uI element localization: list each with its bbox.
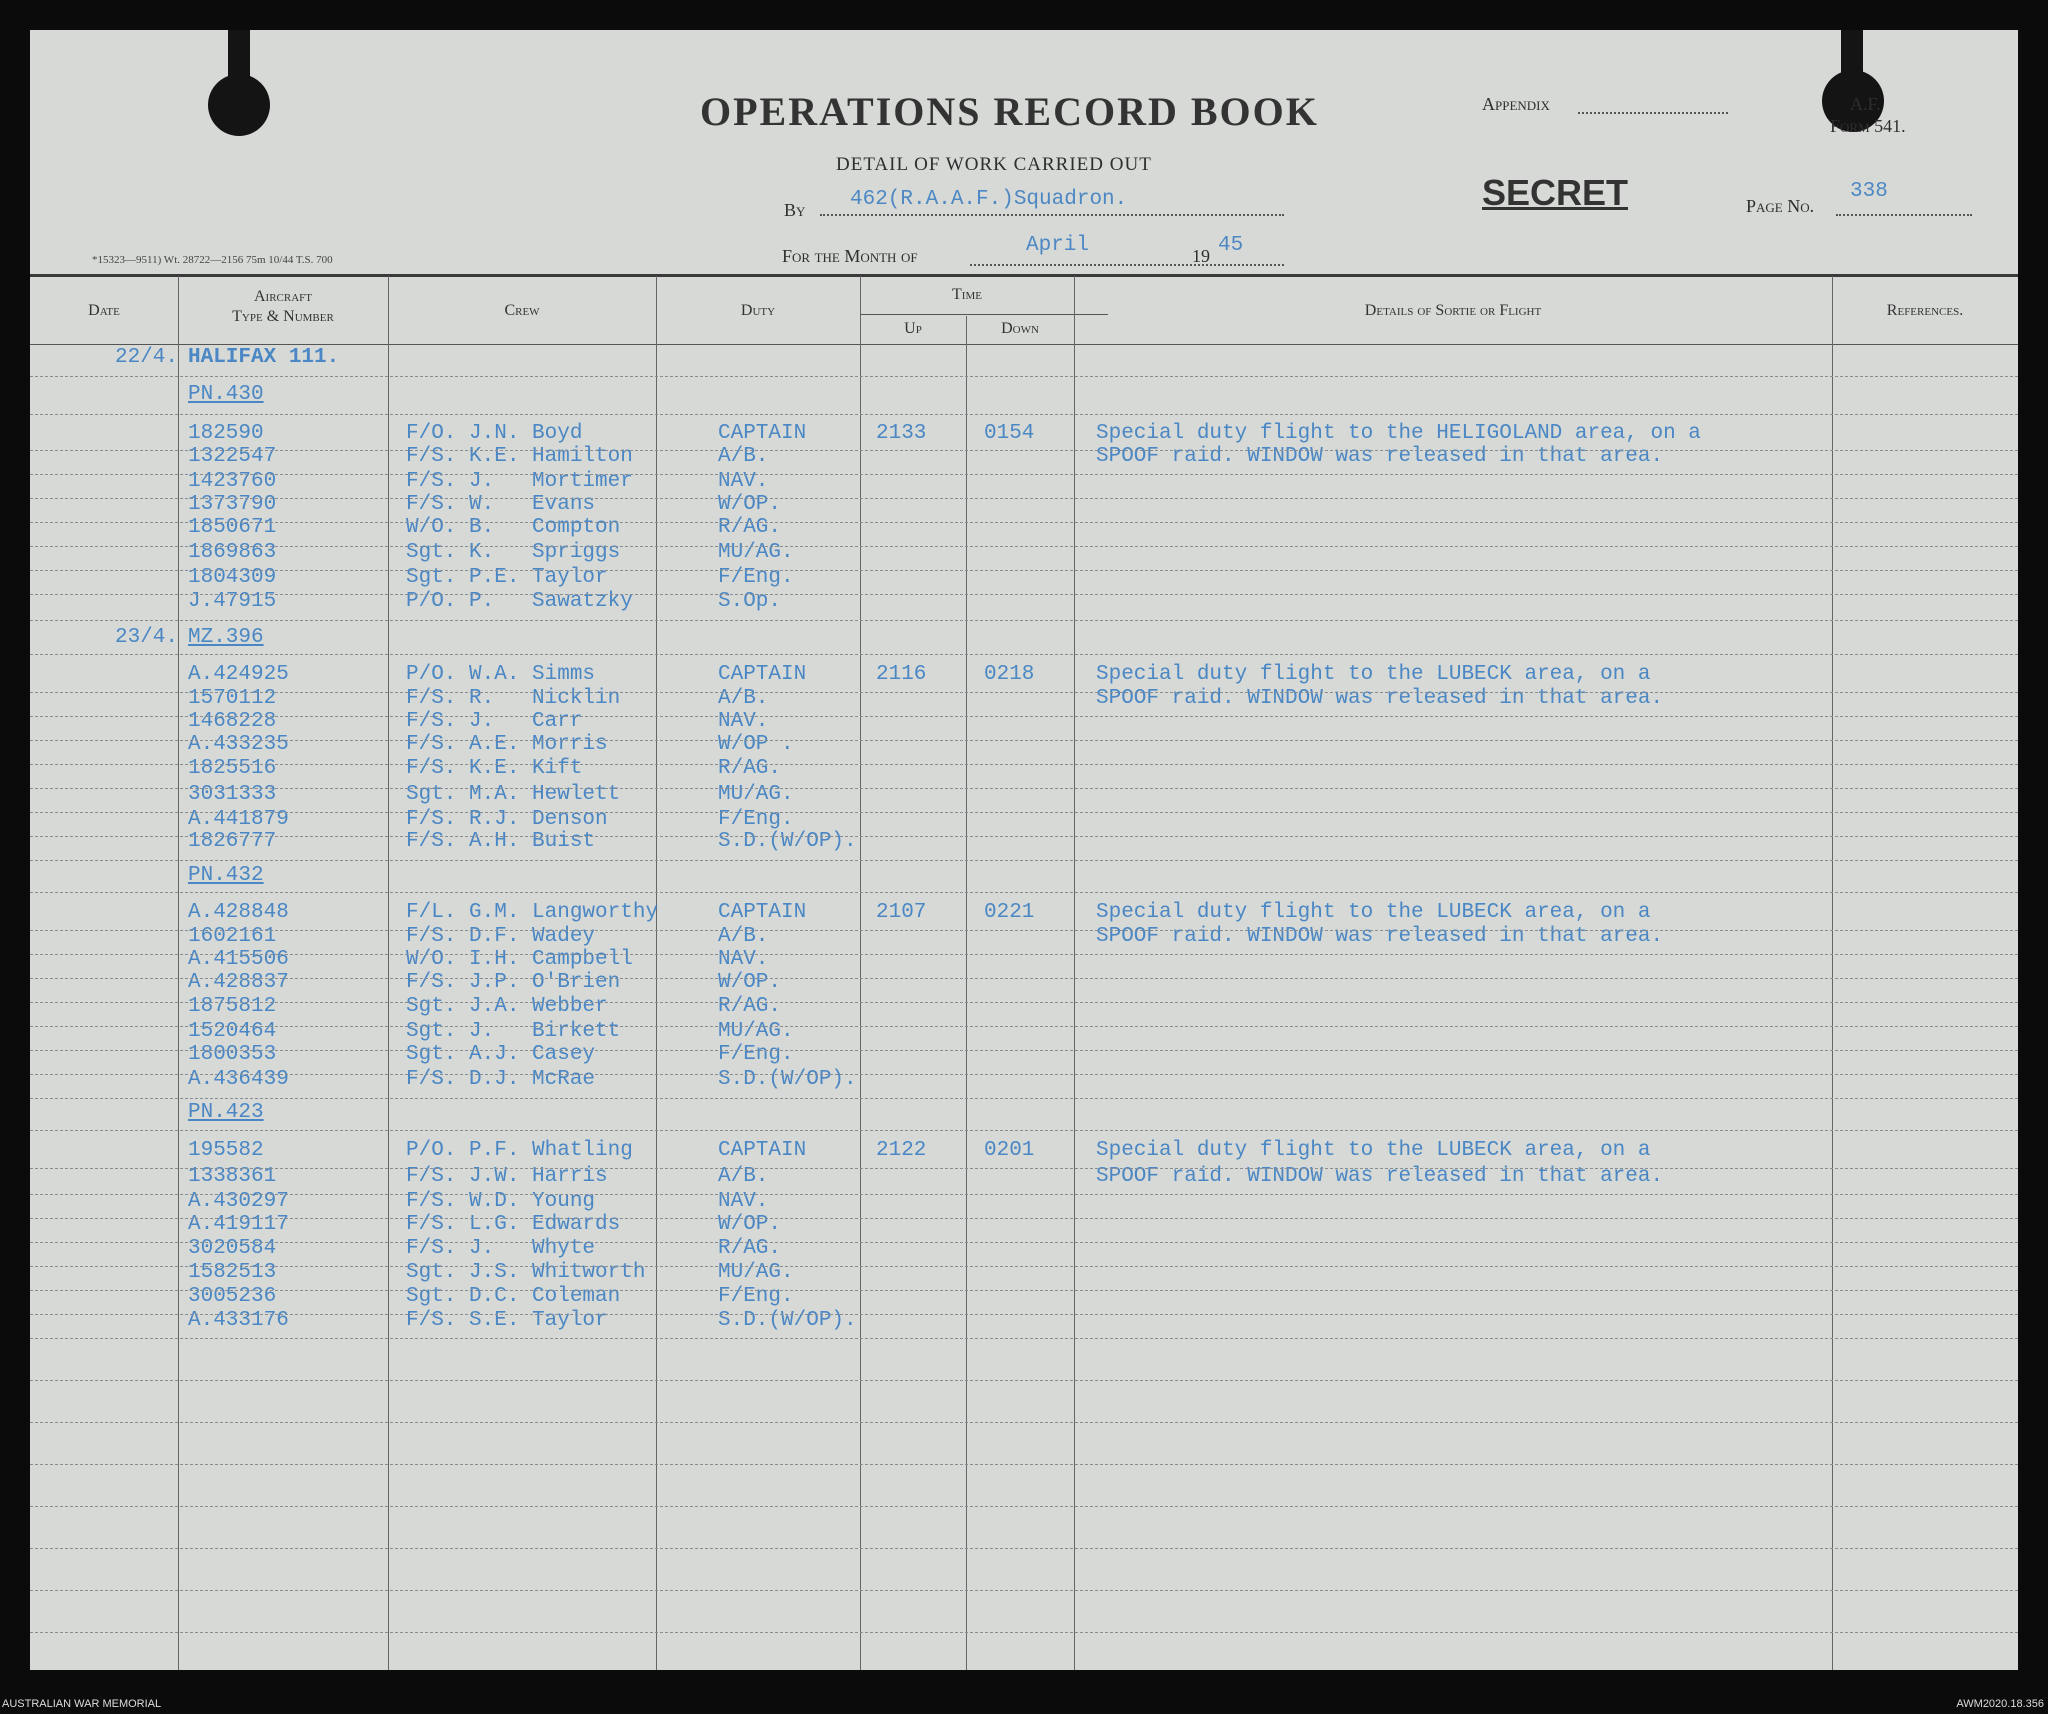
duty-cell: F/Eng. <box>718 1285 794 1308</box>
down-time-cell: 0221 <box>984 901 1035 924</box>
row-rule <box>30 836 2018 837</box>
col-header-duty: Duty <box>740 302 776 319</box>
col-divider-duty <box>860 276 861 1670</box>
aircraft-cell: HALIFAX 111. <box>188 346 340 369</box>
crew-cell: Sgt. D.C. Coleman <box>406 1285 621 1308</box>
crew-cell: F/S. J. Whyte <box>406 1237 596 1260</box>
row-rule <box>30 1290 2018 1291</box>
duty-cell: NAV. <box>718 710 769 733</box>
duty-cell: S.D.(W/OP). <box>718 1068 857 1091</box>
duty-cell: CAPTAIN <box>718 422 807 445</box>
aircraft-cell: A.415506 <box>188 948 289 971</box>
up-time-cell: 2107 <box>876 901 927 924</box>
col-divider-down <box>1074 276 1075 1670</box>
col-header-aircraft-2: Type & Number <box>232 308 334 325</box>
duty-cell: NAV. <box>718 948 769 971</box>
appendix-label: Appendix <box>1482 94 1550 114</box>
crew-cell: F/S. R.J. Denson <box>406 808 608 831</box>
aircraft-cell: 182590 <box>188 422 264 445</box>
form-line-2: Form 541. <box>1830 116 1906 136</box>
row-rule <box>30 892 2018 893</box>
aircraft-cell: 1875812 <box>188 995 277 1018</box>
row-rule <box>30 1098 2018 1099</box>
binder-hole-left <box>208 74 270 136</box>
crew-cell: F/S. A.H. Buist <box>406 830 596 853</box>
row-rule <box>30 1548 2018 1549</box>
month-value: April <box>1026 234 1090 257</box>
page-title: OPERATIONS RECORD BOOK <box>700 89 1319 134</box>
aircraft-cell: MZ.396 <box>188 626 264 649</box>
row-rule <box>30 978 2018 979</box>
aircraft-cell: 1570112 <box>188 687 277 710</box>
row-rule <box>30 954 2018 955</box>
row-rule <box>30 620 2018 621</box>
row-rule <box>30 1050 2018 1051</box>
row-rule <box>30 812 2018 813</box>
crew-cell: F/S. J.W. Harris <box>406 1165 608 1188</box>
aircraft-cell: A.428848 <box>188 901 289 924</box>
row-rule <box>30 474 2018 475</box>
col-header-details: Details of Sortie or Flight <box>1364 302 1542 319</box>
duty-cell: MU/AG. <box>718 1020 794 1043</box>
row-rule <box>30 1338 2018 1339</box>
col-header-date: Date <box>88 302 120 319</box>
duty-cell: W/OP . <box>718 733 794 756</box>
year-prefix: 19 <box>1192 246 1210 266</box>
duty-cell: A/B. <box>718 687 769 710</box>
aircraft-cell: A.424925 <box>188 663 289 686</box>
crew-cell: Sgt. J. Birkett <box>406 1020 621 1043</box>
duty-cell: R/AG. <box>718 1237 782 1260</box>
crew-cell: F/S. D.F. Wadey <box>406 925 596 948</box>
duty-cell: CAPTAIN <box>718 1139 807 1162</box>
crew-cell: F/S. A.E. Morris <box>406 733 608 756</box>
duty-cell: W/OP. <box>718 1213 782 1236</box>
row-rule <box>30 930 2018 931</box>
aircraft-cell: A.433176 <box>188 1309 289 1332</box>
down-time-cell: 0154 <box>984 422 1035 445</box>
crew-cell: P/O. P. Sawatzky <box>406 590 633 613</box>
down-time-cell: 0218 <box>984 663 1035 686</box>
squadron-value: 462(R.A.A.F.)Squadron. <box>850 188 1128 211</box>
row-rule <box>30 1242 2018 1243</box>
month-dotted-line <box>970 264 1284 266</box>
duty-cell: NAV. <box>718 1190 769 1213</box>
aircraft-cell: 1850671 <box>188 516 277 539</box>
row-rule <box>30 1590 2018 1591</box>
row-rule <box>30 1380 2018 1381</box>
aircraft-cell: 1869863 <box>188 541 277 564</box>
details-cell: SPOOF raid. WINDOW was released in that area. <box>1096 1165 1664 1188</box>
row-rule <box>30 498 2018 499</box>
duty-cell: R/AG. <box>718 757 782 780</box>
year-value: 45 <box>1218 234 1244 257</box>
duty-cell: R/AG. <box>718 995 782 1018</box>
aircraft-cell: A.430297 <box>188 1190 289 1213</box>
row-rule <box>30 692 2018 693</box>
aircraft-cell: 3020584 <box>188 1237 277 1260</box>
aircraft-cell: A.419117 <box>188 1213 289 1236</box>
crew-cell: F/S. D.J. McRae <box>406 1068 596 1091</box>
aircraft-cell: 1602161 <box>188 925 277 948</box>
page-no-dotted-line <box>1836 214 1972 216</box>
aircraft-cell: 1322547 <box>188 445 277 468</box>
duty-cell: CAPTAIN <box>718 663 807 686</box>
duty-cell: R/AG. <box>718 516 782 539</box>
row-rule <box>30 522 2018 523</box>
col-header-references: References. <box>1886 302 1964 319</box>
page-subtitle: DETAIL OF WORK CARRIED OUT <box>836 154 1152 175</box>
secret-stamp: SECRET <box>1482 172 1629 213</box>
crew-cell: P/O. W.A. Simms <box>406 663 596 686</box>
crew-cell: P/O. P.F. Whatling <box>406 1139 633 1162</box>
row-rule <box>30 1314 2018 1315</box>
crew-cell: Sgt. A.J. Casey <box>406 1043 596 1066</box>
duty-cell: S.D.(W/OP). <box>718 1309 857 1332</box>
crew-cell: F/S. R. Nicklin <box>406 687 621 710</box>
details-cell: Special duty flight to the LUBECK area, on a <box>1096 1139 1651 1162</box>
crew-cell: F/S. W. Evans <box>406 493 596 516</box>
crew-cell: Sgt. M.A. Hewlett <box>406 783 621 806</box>
row-rule <box>30 594 2018 595</box>
aircraft-cell: A.436439 <box>188 1068 289 1091</box>
crew-cell: F/L. G.M. Langworthy <box>406 901 659 924</box>
row-rule <box>30 1218 2018 1219</box>
row-rule <box>30 570 2018 571</box>
header-bottom-rule <box>30 344 2018 345</box>
aircraft-cell: 1582513 <box>188 1261 277 1284</box>
details-cell: Special duty flight to the LUBECK area, on a <box>1096 663 1651 686</box>
col-header-up: Up <box>904 320 922 337</box>
appendix-dotted-line <box>1578 112 1728 114</box>
duty-cell: A/B. <box>718 1165 769 1188</box>
crew-cell: F/S. L.G. Edwards <box>406 1213 621 1236</box>
row-rule <box>30 1168 2018 1169</box>
page-no-value: 338 <box>1850 180 1888 203</box>
row-rule <box>30 860 2018 861</box>
crew-cell: W/O. B. Compton <box>406 516 621 539</box>
duty-cell: MU/AG. <box>718 541 794 564</box>
archive-reference: AWM2020.18.356 <box>1956 1698 2044 1710</box>
details-cell: Special duty flight to the HELIGOLAND area, on a <box>1096 422 1701 445</box>
by-label: By <box>784 200 806 220</box>
crew-cell: F/S. W.D. Young <box>406 1190 596 1213</box>
row-rule <box>30 764 2018 765</box>
aircraft-cell: 1338361 <box>188 1165 277 1188</box>
row-rule <box>30 654 2018 655</box>
binder-hole-stem-left <box>228 30 250 80</box>
row-rule <box>30 1266 2018 1267</box>
up-time-cell: 2122 <box>876 1139 927 1162</box>
aircraft-cell: 1800353 <box>188 1043 277 1066</box>
crew-cell: Sgt. J.S. Whitworth <box>406 1261 646 1284</box>
date-cell: 22/4. <box>114 346 178 369</box>
aircraft-cell: A.433235 <box>188 733 289 756</box>
page-no-label: Page No. <box>1746 196 1815 216</box>
crew-cell: Sgt. K. Spriggs <box>406 541 621 564</box>
row-rule <box>30 1506 2018 1507</box>
aircraft-cell: 195582 <box>188 1139 264 1162</box>
crew-cell: F/O. J.N. Boyd <box>406 422 583 445</box>
row-rule <box>30 1026 2018 1027</box>
row-rule <box>30 1464 2018 1465</box>
col-divider-crew <box>656 276 657 1670</box>
crew-cell: F/S. S.E. Taylor <box>406 1309 608 1332</box>
by-dotted-line <box>820 214 1284 216</box>
aircraft-cell: 3031333 <box>188 783 277 806</box>
aircraft-cell: A.428837 <box>188 971 289 994</box>
duty-cell: CAPTAIN <box>718 901 807 924</box>
form-line-1: A.F. <box>1850 94 1881 114</box>
duty-cell: F/Eng. <box>718 566 794 589</box>
crew-cell: Sgt. P.E. Taylor <box>406 566 608 589</box>
duty-cell: A/B. <box>718 445 769 468</box>
aircraft-cell: 1468228 <box>188 710 277 733</box>
aircraft-cell: 1373790 <box>188 493 277 516</box>
row-rule <box>30 1422 2018 1423</box>
aircraft-cell: 1423760 <box>188 470 277 493</box>
crew-cell: F/S. J. Mortimer <box>406 470 633 493</box>
duty-cell: NAV. <box>718 470 769 493</box>
row-rule <box>30 376 2018 377</box>
details-cell: Special duty flight to the LUBECK area, on a <box>1096 901 1651 924</box>
duty-cell: MU/AG. <box>718 783 794 806</box>
date-cell: 23/4. <box>114 626 178 649</box>
crew-cell: F/S. J.P. O'Brien <box>406 971 621 994</box>
print-reference: *15323—9511) Wt. 28722—2156 75m 10/44 T.S. 700 <box>92 254 333 266</box>
duty-cell: F/Eng. <box>718 1043 794 1066</box>
crew-cell: Sgt. J.A. Webber <box>406 995 608 1018</box>
aircraft-cell: PN.432 <box>188 864 264 887</box>
row-rule <box>30 788 2018 789</box>
row-rule <box>30 1632 2018 1633</box>
aircraft-cell: 1520464 <box>188 1020 277 1043</box>
row-rule <box>30 546 2018 547</box>
crew-cell: F/S. K.E. Hamilton <box>406 445 633 468</box>
col-header-aircraft-1: Aircraft <box>253 288 312 305</box>
duty-cell: S.Op. <box>718 590 782 613</box>
col-divider-aircraft <box>388 276 389 1670</box>
col-divider-details <box>1832 276 1833 1670</box>
duty-cell: W/OP. <box>718 971 782 994</box>
col-divider-up <box>966 316 967 1670</box>
row-rule <box>30 1074 2018 1075</box>
details-cell: SPOOF raid. WINDOW was released in that area. <box>1096 445 1664 468</box>
up-time-cell: 2116 <box>876 663 927 686</box>
aircraft-cell: A.441879 <box>188 808 289 831</box>
crew-cell: F/S. J. Carr <box>406 710 583 733</box>
row-rule <box>30 740 2018 741</box>
duty-cell: W/OP. <box>718 493 782 516</box>
col-header-down: Down <box>1001 320 1039 337</box>
crew-cell: W/O. I.H. Campbell <box>406 948 633 971</box>
details-cell: SPOOF raid. WINDOW was released in that area. <box>1096 687 1664 710</box>
col-header-time: Time <box>952 286 982 303</box>
month-label: For the Month of <box>782 246 918 266</box>
record-sheet <box>30 30 2018 1670</box>
details-cell: SPOOF raid. WINDOW was released in that area. <box>1096 925 1664 948</box>
aircraft-cell: 1804309 <box>188 566 277 589</box>
duty-cell: MU/AG. <box>718 1261 794 1284</box>
duty-cell: F/Eng. <box>718 808 794 831</box>
row-rule <box>30 1130 2018 1131</box>
aircraft-cell: 3005236 <box>188 1285 277 1308</box>
row-rule <box>30 450 2018 451</box>
time-subheader-rule <box>860 314 1108 315</box>
row-rule <box>30 414 2018 415</box>
crew-cell: F/S. K.E. Kift <box>406 757 583 780</box>
up-time-cell: 2133 <box>876 422 927 445</box>
duty-cell: S.D.(W/OP). <box>718 830 857 853</box>
aircraft-cell: J.47915 <box>188 590 277 613</box>
row-rule <box>30 716 2018 717</box>
col-header-crew: Crew <box>504 302 540 319</box>
down-time-cell: 0201 <box>984 1139 1035 1162</box>
aircraft-cell: 1825516 <box>188 757 277 780</box>
aircraft-cell: PN.423 <box>188 1101 264 1124</box>
aircraft-cell: PN.430 <box>188 383 264 406</box>
aircraft-cell: 1826777 <box>188 830 277 853</box>
col-divider-date <box>178 276 179 1670</box>
archive-credit: AUSTRALIAN WAR MEMORIAL <box>2 1698 162 1710</box>
duty-cell: A/B. <box>718 925 769 948</box>
row-rule <box>30 1002 2018 1003</box>
row-rule <box>30 1194 2018 1195</box>
table-top-rule <box>30 274 2018 277</box>
